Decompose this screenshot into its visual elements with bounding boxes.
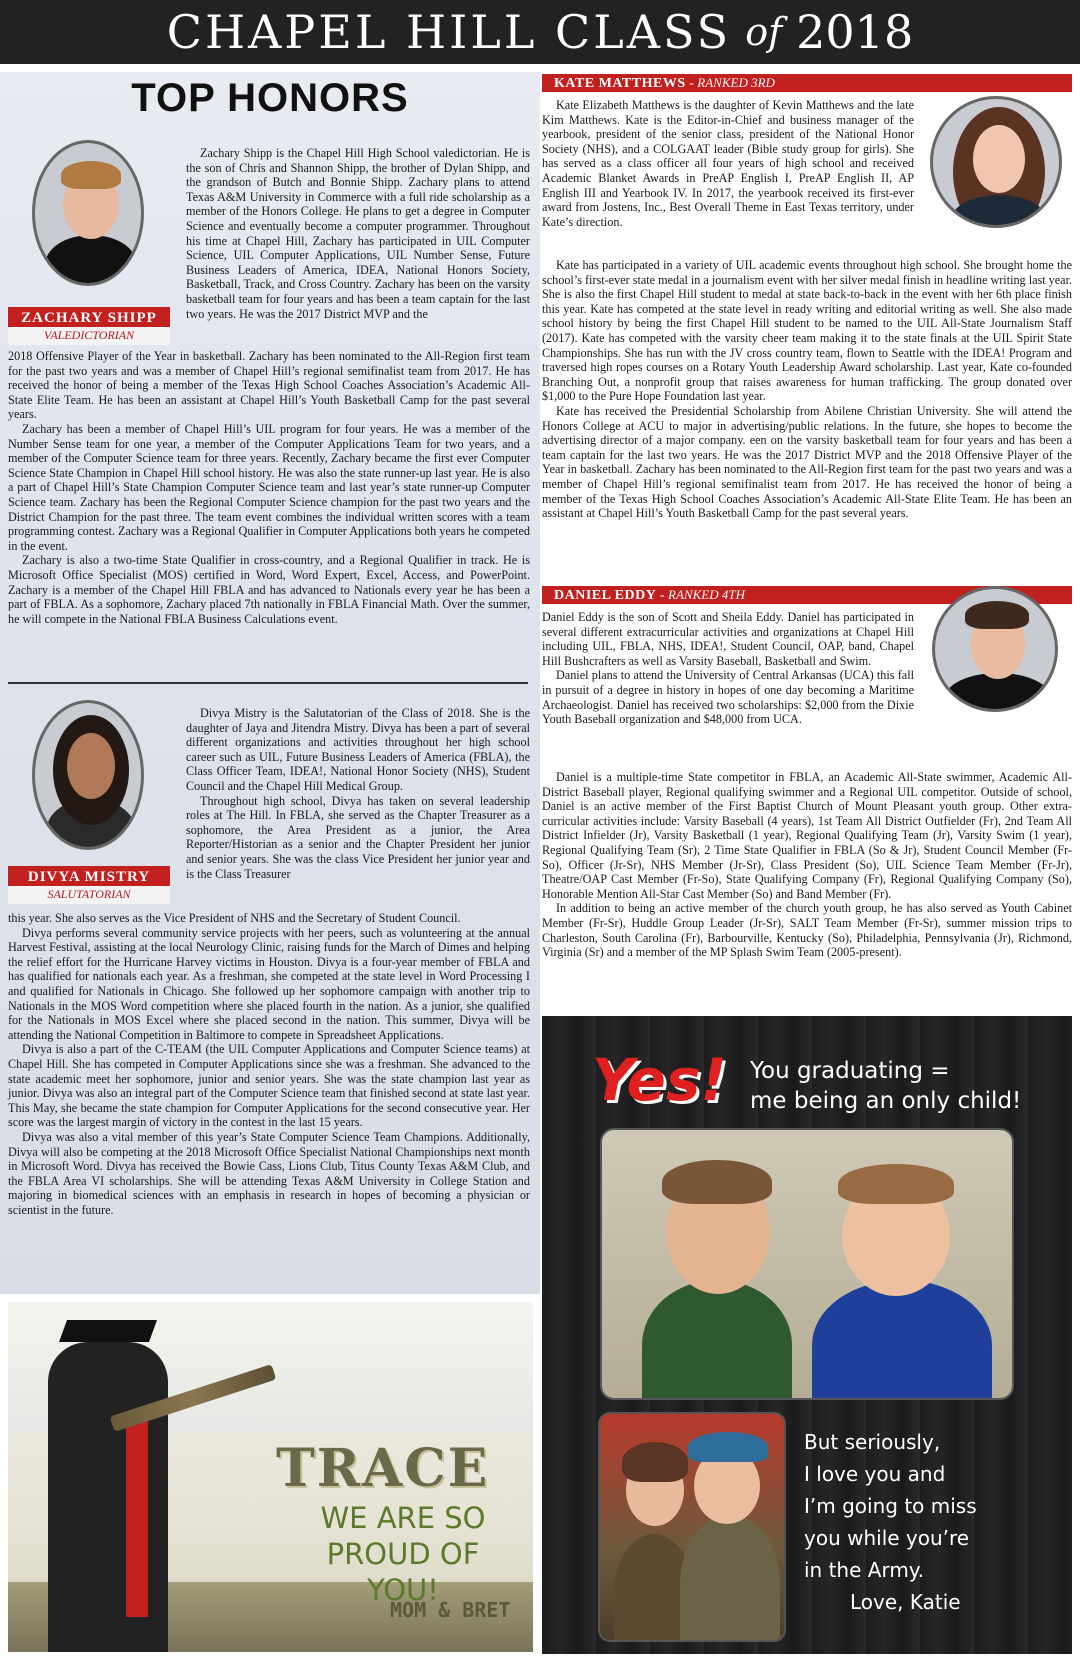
trace-name: TRACE [276, 1438, 490, 1499]
banner-of: of [745, 10, 783, 54]
zachary-nametag [8, 307, 170, 343]
trace-signature: MOM & BRET [390, 1598, 511, 1622]
kate-name: KATE MATTHEWS [554, 76, 686, 91]
divya-bio-wrap [186, 706, 530, 881]
zachary-bio-wrap [186, 146, 530, 321]
kids-photo [600, 1128, 1014, 1400]
zachary-bio-3: Zachary has been a member of Chapel Hill’s UIL program for four years. He was a member of the Number Sense team for one year, a member of the Computer Applications Team for two years, and a member of the Computer Science team for three years. Recently, Zachary became the first ever Computer Science State Champion in Chapel Hill school history. He was also the state runner-up last year. He is also a part of Chapel Hill’s State Champion Computer Science team and last year’s state runner-up Computer Science team. Zachary has been the Regional Computer Science champion for the past two years and the District Champion for the past three. The team event combines the individual written scores with a team programming contest. Zachary was a Regional Qualifier in Computer Applications both years he competed in the event. [8, 421, 530, 553]
daniel-bio-1: Daniel Eddy is the son of Scott and Sheila Eddy. Daniel has participated in several different extracurricular activities and organizations at Chapel Hill including UIL, FBLA, NHS, IDEA!, Student Council, OAP, band, Chapel Hill Bushcrafters as well as Varsity Baseball, Basketball and Swim. [542, 610, 914, 668]
kate-bio-body [542, 258, 1072, 521]
banner-title: CHAPEL HILL CLASS [166, 5, 732, 59]
daniel-portrait [932, 586, 1058, 712]
cap-icon [688, 1432, 768, 1462]
kate-portrait [930, 96, 1062, 228]
yes-line-2: me being an only child! [750, 1088, 1022, 1114]
kate-bio-2: Kate has participated in a variety of UIL academic events throughout high school. She brought home the school’s first-ever state medal in a journalism event with her silver medal finish in headline writing last year. She is also the first Chapel Hill student to medal at state back-to-back in the event with her 6th place finish this year. Kate has competed at the state level in ready writing and editorial writing as well. She also made school history by being the first Chapel Hill student to be named to the UIL All-State Journalism Staff (2017). Kate has competed with the varsity cheer team making it to the state finals at the UIL Spirit State Championships. She has run with the JV cross country team, flown to Seattle with the IDEA! Program and traversed high ropes courses on a Rotary Youth Leadership Award scholarship. Last year, Kate co-founded Branching Out, a nonprofit group that raises awareness for human trafficking. The group donated over $1,000 to the Pure Hope Foundation last year. [542, 258, 1073, 404]
daniel-bio-wrap [542, 610, 914, 727]
kate-bio-1: Kate Elizabeth Matthews is the daughter of Kevin Matthews and the late Kim Matthews. Kate is the Editor-in-Chief and business manager of the yearbook, president of the senior class, president of the National Honor Society (NHS), and a COLGAAT leader (Bible study group for girls). She has served as a class officer all four years of high school and received Academic Blanket Awards in PreAP English I, PreAP English II, AP English III and Yearbook IV. In 2017, the yearbook received its first-ever award from Jostens, Inc., Best Overall Theme in East Texas territory, under Kate’s direction. [542, 98, 914, 229]
divya-bio-3: this year. She also serves as the Vice President of NHS and the Secretary of Student Council. [8, 911, 461, 925]
yes-line-1: You graduating = [750, 1058, 950, 1084]
divya-portrait [32, 700, 144, 850]
top-honors-heading: TOP HONORS [131, 76, 409, 120]
daniel-rank: RANKED 4TH [668, 587, 745, 602]
daniel-bio-3: Daniel is a multiple-time State competitor in FBLA, an Academic All-State swimmer, Academic All-District Baseball player, Regional qualifying swimmer and a Regional UIL competitor. Outside of school, Daniel is an active member of the First Baptist Church of Mount Pleasant youth group. Other extra-curricular activities include: Varsity Baseball (4 years), 1st Team All District Outfielder (Fr), 2nd Team All District Infielder (Jr), Varsity Basketball (1 year), Regional Qualifying Team (Jr), Varsity Swim (1 year), Regional Qualifying Team (Sr), 2 Time State Qualifier in FBLA (So & Jr), Student Council Member (Fr-So), Officer (Jr-Sr), NHS Member (Jr-Sr), Class President (So), UIL Science Team Member (Fr-Jr), Theatre/OAP Cast Member (Fr-So), State Qualifying Company (Fr), Regional Qualifying Company (So), Honorable Mention All-Star Cast Member (So) and Band Member (Fr). [542, 770, 1072, 901]
yes-signature: Love, Katie [850, 1590, 961, 1614]
zachary-bio-1: Zachary Shipp is the Chapel Hill High School valedictorian. He is the son of Chris and Shannon Shipp, the brother of Dylan Shipp, and the grandson of Butch and Bonnie Shipp. Zachary plans to attend Texas A&M University in Commerce with a full ride scholarship as a member of the Honors College. He plans to get a degree in Computer Science and eventually become a computer programmer. Throughout his time at Chapel Hill, Zachary has participated in UIL Computer Science, UIL Computer Applications, UIL Number Sense, Future Business Leaders of America, IDEA, National Honors Society, Basketball, Track, and Cross Country. Zachary has been on the varsity basketball team for four years and has been a team captain for the last two years. He was the 2017 District MVP and the [186, 146, 530, 321]
zachary-rank: VALEDICTORIAN [8, 327, 170, 345]
divya-bio-6: Divya was also a vital member of this year’s State Computer Science Team Champions. Additionally, Divya will also be competing at the 2018 Microsoft Office Specialist National Championships next month in Microsoft Word. Divya has received the Bowie Cass, Lions Club, Titus County Texas A&M Club, and the FBLA Area VI scholarships. She will be attending Texas A&M University in College Station and majoring in biomedical sciences with an emphasis in research in hopes of becoming a physician or scientist in the future. [8, 1129, 530, 1217]
divya-bio-body [8, 911, 530, 1217]
yes-message [750, 1056, 1021, 1116]
trace-message [293, 1500, 513, 1608]
zachary-portrait [32, 140, 144, 286]
zachary-name: ZACHARY SHIPP [21, 310, 157, 326]
yes-word: Yes! [592, 1046, 727, 1114]
trace-line-2: PROUD OF YOU! [326, 1537, 480, 1607]
divya-bio-5: Divya is also a part of the C-TEAM (the UIL Computer Applications and Computer Science teams) at Chapel Hill. She has competed in Computer Applications since she was a freshman. She advanced to the state academic meet her sophomore, junior and senior years. She was the state champion last year as junior. Divya was also an integral part of the Computer Science team that finished second at state last year. This May, she became the state champion for Computer Applications for the second consecutive year. Her score was the largest margin of victory in the contest in the last 15 years. [8, 1042, 530, 1130]
kate-rank: RANKED 3RD [697, 75, 775, 90]
note-line-4: you while you’re [804, 1526, 970, 1550]
daniel-bio-body [542, 770, 1072, 960]
kate-bio-wrap [542, 98, 914, 229]
zachary-bio-2: 2018 Offensive Player of the Year in basketball. Zachary has been nominated to the All-Region first team for the past two years and was a member of Chapel Hill’s regional semifinalist team from 2017. He has received the honor of being a member of the Texas High School Coaches Association’s Academic All-State Elite Team. He has been an assistant at Chapel Hill’s Youth Basketball Camp for the past several years. [8, 349, 530, 422]
zachary-bio-4: Zachary is also a two-time State Qualifier in cross-country, and a Regional Qualifier in track. He is Microsoft Office Specialist (MOS) certified in Word, Word Expert, Excel, Access, and PowerPoint. Zachary is a member of the Chapel Hill FBLA and has advanced to Nationals every year he has been a part of FBLA. As a sophomore, Zachary placed 7th nationally in FBLA Financial Math. Over the summer, he will compete in the National FBLA Business Calculations event. [8, 553, 530, 626]
yes-ad [542, 1016, 1072, 1654]
daniel-bio-4: In addition to being an active member of the church youth group, he has also served as Youth Cabinet Member (Fr-Sr), Huddle Group Leader (Jr-Sr), SALT Team Member (Fr-Sr), summer mission trips to Charleston, South Carolina (Fr), Barbourville, Kentucky (So), Philadelphia, Pennsylvania (Jr), Richmond, Virginia (Sr) and a member of the MP Splash Swim Team (2005-present). [542, 901, 1072, 960]
kate-bio-3: Kate has received the Presidential Scholarship from Abilene Christian University. She will attend the Honors College at ACU to major in advertising/public relations. In the future, she hopes to become the advertising director of a major company. een on the varsity basketball team for four years and has been a team captain for the last two years. He was the 2017 District MVP and the 2018 Offensive Player of the Year in basketball. Zachary has been nominated to the All-Region first team for the past two years and was a member of Chapel Hill’s regional semifinalist team from 2017. He has received the honor of being a member of the Texas High School Coaches Association’s Academic All-State Elite Team. He has been an assistant at Chapel Hill’s Youth Basketball Camp for the past several years. [542, 403, 1072, 521]
graduate-figure [48, 1342, 168, 1652]
divya-nametag [8, 866, 170, 902]
siblings-photo [598, 1412, 786, 1642]
note-line-1: But seriously, [804, 1430, 941, 1454]
trace-ad [8, 1302, 533, 1652]
section-divider [8, 682, 528, 684]
note-line-2: I love you and [804, 1462, 946, 1486]
page-banner [0, 0, 1080, 64]
trace-line-1: WE ARE SO [320, 1501, 486, 1535]
divya-name: DIVYA MISTRY [27, 869, 151, 885]
daniel-name: DANIEL EDDY [554, 588, 657, 603]
yes-note [804, 1426, 977, 1586]
divya-bio-1: Divya Mistry is the Salutatorian of the Class of 2018. She is the daughter of Jaya and Jitendra Mistry. Divya has been a part of several different organizations and activities throughout her high school career such as UIL, Future Business Leaders of America (FBLA), the Class Officer Team, IDEA!, National Honor Society (NHS), Student Council and the Chapel Hill Medical Group. [186, 706, 530, 793]
banner-year: 2018 [796, 5, 914, 59]
note-line-5: in the Army. [804, 1558, 925, 1582]
divya-rank: SALUTATORIAN [8, 886, 170, 904]
graduation-cap-icon [59, 1320, 157, 1342]
daniel-bio-2: Daniel plans to attend the University of Central Arkansas (UCA) this fall in pursuit of a degree in history in hopes of one day becoming a Maritime Archaeologist. Daniel has received two scholarships: $2,000 from the Dixie Youth Baseball organization and $48,000 from UCA. [542, 668, 914, 727]
kate-header: KATE MATTHEWS - RANKED 3RD [542, 74, 1072, 92]
divya-bio-4: Divya performs several community service projects with her peers, such as volunteering at the annual Harvest Festival, assisting at the local Neurology Clinic, raising funds for the March of Dimes and helping the relief effort for the Hurricane Harvey victims in Houston. Divya is a four-year member of FBLA and has qualified for nationals each year. As a freshman, she competed at the state level in Word Processing I and qualified for Nationals in Chicago. She followed up her sophomore campaign with another trip to Nationals in the MOS Word competition where she placed fourth in the nation. As a junior, she qualified for the Nationals in MOS Excel where she placed second in the nation. This summer, Divya will be attending the National Competition in Baltimore to compete in Spreadsheet Applications. [8, 925, 530, 1042]
zachary-bio-body [8, 349, 530, 626]
note-line-3: I’m going to miss [804, 1494, 977, 1518]
divya-bio-2: Throughout high school, Divya has taken on several leadership roles at The Hill. In FBLA, she served as the Chapter Treasurer as a sophomore, the Area President as a junior, the Area Reporter/Historian as a senior and the Chapter President her junior and senior years. She was the class Vice President her junior year and is the Class Treasurer [186, 793, 530, 881]
daniel-header: DANIEL EDDY - RANKED 4TH [542, 586, 1072, 604]
